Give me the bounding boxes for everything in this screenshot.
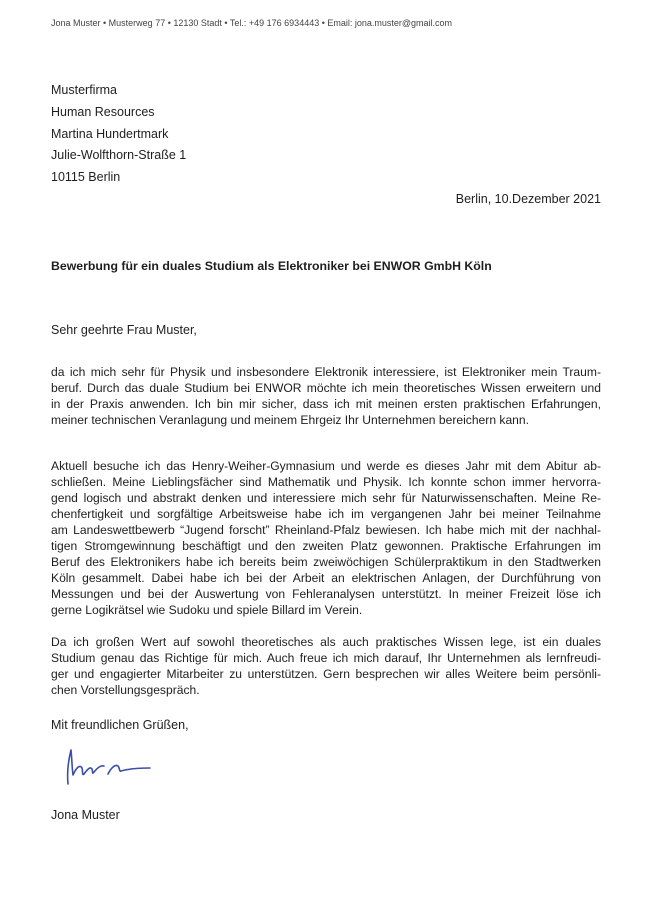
paragraph-line: meiner technischen Veranlagung und meinem Ehrgeiz Ihr Unternehmen bereichern kann. — [51, 413, 529, 428]
recipient-department: Human Resources — [51, 104, 155, 119]
signature-icon — [58, 738, 158, 788]
recipient-contact: Martina Hundertmark — [51, 126, 169, 141]
paragraph-line: tigen Stromgewinnung beschäftigt und den zweiten Platz gewonnen. Praktische Erfahrungen im — [51, 539, 601, 554]
paragraph-line: Köln gesammelt. Dabei habe ich bei der Arbeit an elektrischen Anlagen, der Durchführung von — [51, 571, 601, 586]
paragraph-line: Beruf des Elektronikers habe ich bereits beim zweiwöchigen Schülerpraktikum in den Stadtwerken — [51, 555, 601, 570]
recipient-street: Julie-Wolfthorn-Straße 1 — [51, 148, 187, 163]
paragraph-line: schließen. Meine Lieblingsfächer sind Mathematik und Physik. Ich konnte schon immer hervorra- — [51, 475, 601, 490]
paragraph-line: gerne Logikrätsel wie Sudoku und spiele Billard im Verein. — [51, 603, 363, 618]
paragraph-line: Aktuell besuche ich das Henry-Weiher-Gymnasium und werde es dieses Jahr mit dem Abitur ab- — [51, 459, 601, 473]
paragraph-line: da ich mich sehr für Physik und insbesondere Elektronik interessiere, ist Elektroniker mein Traum- — [51, 365, 601, 379]
letter-subject: Bewerbung für ein duales Studium als Elektroniker bei ENWOR GmbH Köln — [51, 259, 492, 273]
paragraph-line: chen Vorstellungsgespräch. — [51, 683, 200, 698]
paragraph-line: ger und engagierter Mitarbeiter zu unterstützen. Gern besprechen wir alles Weitere beim persönli- — [51, 667, 601, 682]
paragraph-line: Studium genau das Richtige für mich. Auch freue ich mich darauf, Ihr Unternehmen als lernfreudi- — [51, 651, 601, 666]
signer-name: Jona Muster — [51, 808, 120, 822]
paragraph-line: gend logisch und abstrakt denken und interessiere mich sehr für Naturwissenschaften. Meine Re- — [51, 491, 601, 506]
paragraph-line: in der Praxis anwenden. Ich bin mir sicher, dass ich mit meinen ersten praktischen Erfahrungen, — [51, 397, 601, 412]
paragraph-qualifications — [51, 458, 601, 618]
paragraph-line: chenfertigkeit und sorgfältige Arbeitsweise habe ich im vergangenen Jahr bei meiner Teilnahme — [51, 507, 601, 522]
sender-line: Jona Muster • Musterweg 77 • 12130 Stadt • Tel.: +49 176 6934443 • Email: jona.muster@gmail.com — [51, 18, 453, 28]
paragraph-line: Da ich großen Wert auf sowohl theoretisches als auch praktisches Wissen lege, ist ein duales — [51, 635, 601, 649]
letter-date: Berlin, 10.Dezember 2021 — [455, 192, 601, 206]
paragraph-conclusion — [51, 634, 601, 698]
recipient-company: Musterfirma — [51, 83, 117, 97]
paragraph-motivation — [51, 364, 601, 428]
paragraph-line: beruf. Durch das duale Studium bei ENWOR möchte ich mein theoretisches Wissen erweitern und — [51, 381, 601, 396]
recipient-city: 10115 Berlin — [51, 170, 121, 185]
paragraph-line: Messungen und bei der Auswertung von Fehleranalysen unterstützt. In meiner Freizeit löse ich — [51, 587, 601, 602]
greeting: Sehr geehrte Frau Muster, — [51, 323, 197, 337]
paragraph-line: am Landeswettbewerb “Jugend forscht” Rheinland-Pfalz bewiesen. Ich habe mich mit der nachhal- — [51, 523, 601, 538]
signature-stroke — [68, 750, 150, 784]
closing: Mit freundlichen Grüßen, — [51, 718, 189, 732]
recipient-address — [51, 80, 186, 189]
